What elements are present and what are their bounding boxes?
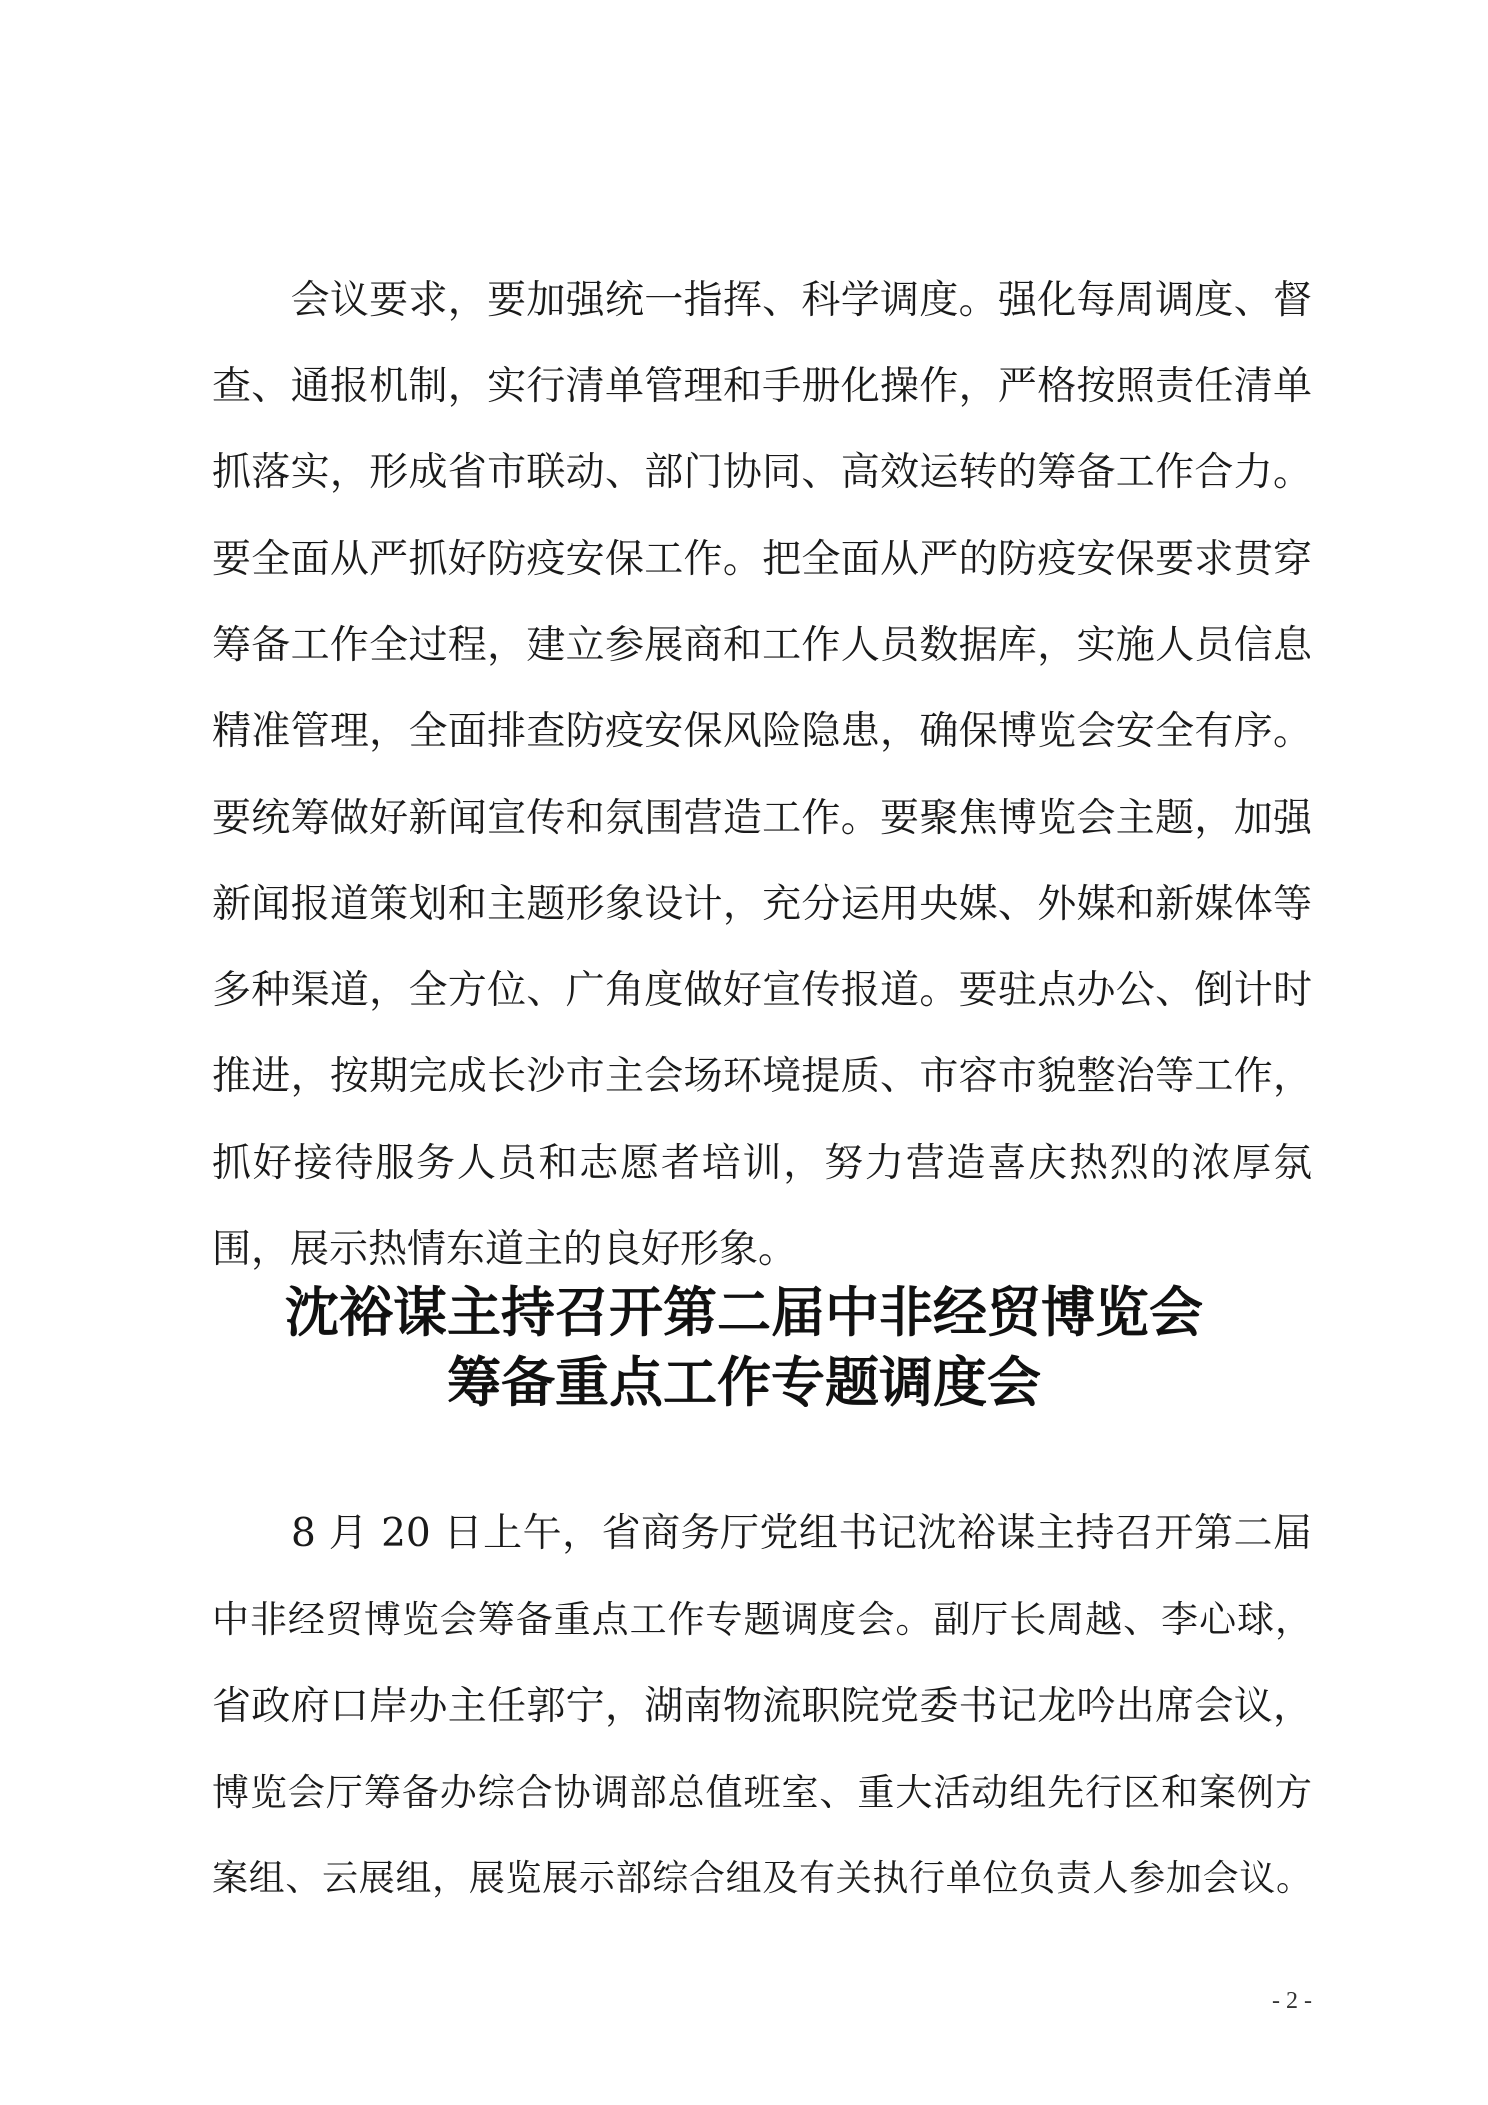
text-line: 案组、云展组，展览展示部综合组及有关执行单位负责人参加会议。 bbox=[212, 1858, 1312, 1899]
text-line: 会议要求，要加强统一指挥、科学调度。强化每周调度、督 bbox=[212, 278, 1312, 323]
text-line: 抓好接待服务人员和志愿者培训，努力营造喜庆热烈的浓厚氛 bbox=[212, 1141, 1312, 1186]
page-number: - 2 - bbox=[1272, 1988, 1312, 2014]
text-line: 省政府口岸办主任郭宁，湖南物流职院党委书记龙吟出席会议， bbox=[212, 1684, 1312, 1729]
text-line: 中非经贸博览会筹备重点工作专题调度会。副厅长周越、李心球， bbox=[212, 1598, 1312, 1641]
text-line: 新闻报道策划和主题形象设计，充分运用央媒、外媒和新媒体等 bbox=[212, 882, 1312, 927]
text-line: 筹备工作全过程，建立参展商和工作人员数据库，实施人员信息 bbox=[212, 623, 1312, 668]
text-line: 抓落实，形成省市联动、部门协同、高效运转的筹备工作合力。 bbox=[212, 450, 1312, 495]
article-title-line-1: 沈裕谋主持召开第二届中非经贸博览会 bbox=[285, 1280, 1203, 1344]
text-line: 博览会厅筹备办综合协调部总值班室、重大活动组先行区和案例方 bbox=[212, 1771, 1312, 1814]
text-line: 要全面从严抓好防疫安保工作。把全面从严的防疫安保要求贯穿 bbox=[212, 537, 1312, 582]
text-line: 围，展示热情东道主的良好形象。 bbox=[212, 1227, 798, 1272]
text-line: 多种渠道，全方位、广角度做好宣传报道。要驻点办公、倒计时 bbox=[212, 968, 1312, 1013]
text-line: 要统筹做好新闻宣传和氛围营造工作。要聚焦博览会主题，加强 bbox=[212, 796, 1312, 841]
text-line: 8 月 20 日上午，省商务厅党组书记沈裕谋主持召开第二届 bbox=[212, 1511, 1312, 1556]
text-line: 查、通报机制，实行清单管理和手册化操作，严格按照责任清单 bbox=[212, 364, 1312, 409]
text-line: 推进，按期完成长沙市主会场环境提质、市容市貌整治等工作， bbox=[212, 1054, 1312, 1099]
text-line: 精准管理，全面排查防疫安保风险隐患，确保博览会安全有序。 bbox=[212, 709, 1312, 754]
article-title-line-2: 筹备重点工作专题调度会 bbox=[447, 1350, 1041, 1414]
